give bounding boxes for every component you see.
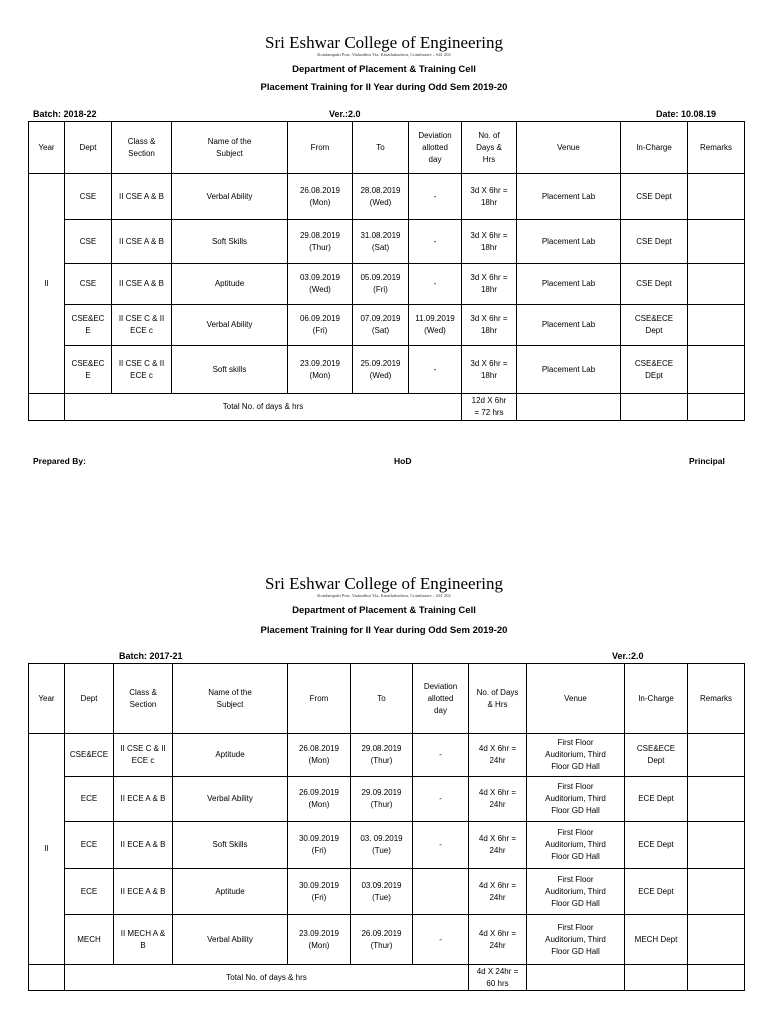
- subject-cell: Verbal Ability: [172, 305, 288, 346]
- days-cell: 4d X 6hr = 24hr: [469, 915, 527, 965]
- header-dept: Dept: [65, 664, 114, 734]
- deviation-cell: -: [409, 346, 462, 394]
- class-cell: II ECE A & B: [114, 822, 173, 869]
- from-cell: 30.09.2019 (Fri): [288, 822, 351, 869]
- total-value: 4d X 24hr = 60 hrs: [469, 965, 527, 991]
- department-heading: Department of Placement & Training Cell: [292, 605, 476, 616]
- days-cell: 3d X 6hr = 18hr: [462, 220, 517, 264]
- schedule-table: [28, 663, 745, 991]
- schedule-table: [28, 121, 745, 421]
- days-cell: 3d X 6hr = 18hr: [462, 174, 517, 220]
- class-cell: II CSE A & B: [112, 174, 172, 220]
- college-name: Sri Eshwar College of Engineering: [265, 574, 503, 593]
- class-cell: II CSE C & II ECE c: [112, 346, 172, 394]
- to-cell: 07.09.2019 (Sat): [353, 305, 409, 346]
- deviation-cell: -: [409, 264, 462, 305]
- header-year: Year: [29, 664, 65, 734]
- incharge-cell: ECE Dept: [625, 822, 688, 869]
- dept-cell: ECE: [65, 822, 114, 869]
- header-from: From: [288, 122, 353, 174]
- from-cell: 26.08.2019 (Mon): [288, 174, 353, 220]
- header-in-charge: In-Charge: [625, 664, 688, 734]
- incharge-cell: CSE Dept: [621, 220, 688, 264]
- deviation-cell: -: [413, 777, 469, 822]
- subject-cell: Aptitude: [172, 264, 288, 305]
- total-row: [29, 394, 745, 421]
- header-class-section: Class & Section: [114, 664, 173, 734]
- from-cell: 06.09.2019 (Fri): [288, 305, 353, 346]
- dept-cell: CSE: [65, 174, 112, 220]
- header-venue: Venue: [527, 664, 625, 734]
- dept-cell: ECE: [65, 777, 114, 822]
- header-in-charge: In-Charge: [621, 122, 688, 174]
- batch-label: Batch: 2017-21: [119, 651, 183, 661]
- empty-cell: [621, 394, 688, 421]
- deviation-cell: [413, 869, 469, 915]
- venue-cell: First Floor Auditorium, Third Floor GD Hall: [527, 822, 625, 869]
- header-subject: Name of the Subject: [173, 664, 288, 734]
- table-row: [29, 305, 745, 346]
- dept-cell: CSE: [65, 264, 112, 305]
- header-days-hrs: No. of Days & Hrs: [469, 664, 527, 734]
- from-cell: 23.09.2019 (Mon): [288, 915, 351, 965]
- from-cell: 03.09.2019 (Wed): [288, 264, 353, 305]
- incharge-cell: CSE Dept: [621, 174, 688, 220]
- to-cell: 28.08.2019 (Wed): [353, 174, 409, 220]
- remarks-cell: [688, 220, 745, 264]
- empty-cell: [527, 965, 625, 991]
- to-cell: 03.09.2019 (Tue): [351, 869, 413, 915]
- remarks-cell: [688, 264, 745, 305]
- hod-label: HoD: [394, 456, 412, 466]
- to-cell: 25.09.2019 (Wed): [353, 346, 409, 394]
- subject-cell: Verbal Ability: [173, 777, 288, 822]
- header-to: To: [353, 122, 409, 174]
- remarks-cell: [688, 777, 745, 822]
- days-cell: 3d X 6hr = 18hr: [462, 264, 517, 305]
- remarks-cell: [688, 346, 745, 394]
- deviation-cell: -: [413, 734, 469, 777]
- header-remarks: Remarks: [688, 664, 745, 734]
- table-header-row: [29, 122, 745, 174]
- remarks-cell: [688, 822, 745, 869]
- dept-cell: MECH: [65, 915, 114, 965]
- to-cell: 31.08.2019 (Sat): [353, 220, 409, 264]
- dept-cell: CSE: [65, 220, 112, 264]
- venue-cell: Placement Lab: [517, 346, 621, 394]
- total-row: [29, 965, 745, 991]
- header-remarks: Remarks: [688, 122, 745, 174]
- college-address: Kondampatti Post, Vadasithur Via, Kinathukadavu, Coimbatore – 641 202: [317, 593, 451, 598]
- table-row: [29, 822, 745, 869]
- training-heading: Placement Training for II Year during Odd Sem 2019-20: [260, 625, 508, 636]
- table-row: [29, 346, 745, 394]
- dept-cell: ECE: [65, 869, 114, 915]
- remarks-cell: [688, 734, 745, 777]
- batch-label: Batch: 2018-22: [33, 109, 97, 119]
- table-row: [29, 734, 745, 777]
- venue-cell: First Floor Auditorium, Third Floor GD Hall: [527, 777, 625, 822]
- dept-cell: CSE&ECE: [65, 734, 114, 777]
- dept-cell: CSE&EC E: [65, 305, 112, 346]
- header-year: Year: [29, 122, 65, 174]
- days-cell: 4d X 6hr = 24hr: [469, 822, 527, 869]
- days-cell: 4d X 6hr = 24hr: [469, 777, 527, 822]
- venue-cell: Placement Lab: [517, 220, 621, 264]
- class-cell: II CSE A & B: [112, 220, 172, 264]
- remarks-cell: [688, 305, 745, 346]
- to-cell: 03. 09.2019 (Tue): [351, 822, 413, 869]
- subject-cell: Aptitude: [173, 869, 288, 915]
- empty-cell: [517, 394, 621, 421]
- header-days-hrs: No. of Days & Hrs: [462, 122, 517, 174]
- venue-cell: First Floor Auditorium, Third Floor GD Hall: [527, 869, 625, 915]
- version-label: Ver.:2.0: [329, 109, 361, 119]
- to-cell: 26.09.2019 (Thur): [351, 915, 413, 965]
- table-header-row: [29, 664, 745, 734]
- class-cell: II ECE A & B: [114, 777, 173, 822]
- days-cell: 3d X 6hr = 18hr: [462, 346, 517, 394]
- venue-cell: First Floor Auditorium, Third Floor GD Hall: [527, 915, 625, 965]
- subject-cell: Aptitude: [173, 734, 288, 777]
- department-heading: Department of Placement & Training Cell: [292, 64, 476, 75]
- empty-cell: [688, 965, 745, 991]
- header-deviation: Deviation allotted day: [409, 122, 462, 174]
- header-to: To: [351, 664, 413, 734]
- to-cell: 05.09.2019 (Fri): [353, 264, 409, 305]
- total-label: Total No. of days & hrs: [65, 965, 469, 991]
- deviation-cell: 11.09.2019 (Wed): [409, 305, 462, 346]
- venue-cell: Placement Lab: [517, 305, 621, 346]
- prepared-by-label: Prepared By:: [33, 456, 86, 466]
- incharge-cell: CSE&ECE Dept: [625, 734, 688, 777]
- table-row: [29, 777, 745, 822]
- class-cell: II MECH A & B: [114, 915, 173, 965]
- days-cell: 3d X 6hr = 18hr: [462, 305, 517, 346]
- from-cell: 23.09.2019 (Mon): [288, 346, 353, 394]
- year-spacer-cell: [29, 965, 65, 991]
- table-row: [29, 869, 745, 915]
- table-row: [29, 174, 745, 220]
- class-cell: II CSE A & B: [112, 264, 172, 305]
- year-spacer-cell: [29, 394, 65, 421]
- remarks-cell: [688, 915, 745, 965]
- table-row: [29, 264, 745, 305]
- incharge-cell: ECE Dept: [625, 869, 688, 915]
- total-label: Total No. of days & hrs: [65, 394, 462, 421]
- incharge-cell: CSE&ECE Dept: [621, 305, 688, 346]
- deviation-cell: -: [413, 822, 469, 869]
- date-label: Date: 10.08.19: [656, 109, 717, 119]
- college-name: Sri Eshwar College of Engineering: [265, 33, 503, 52]
- venue-cell: Placement Lab: [517, 174, 621, 220]
- table-row: [29, 915, 745, 965]
- to-cell: 29.09.2019 (Thur): [351, 777, 413, 822]
- class-cell: II CSE C & II ECE c: [114, 734, 173, 777]
- header-dept: Dept: [65, 122, 112, 174]
- subject-cell: Verbal Ability: [172, 174, 288, 220]
- incharge-cell: CSE Dept: [621, 264, 688, 305]
- table-row: [29, 220, 745, 264]
- deviation-cell: -: [409, 220, 462, 264]
- venue-cell: First Floor Auditorium, Third Floor GD Hall: [527, 734, 625, 777]
- training-heading: Placement Training for II Year during Odd Sem 2019-20: [260, 82, 508, 93]
- days-cell: 4d X 6hr = 24hr: [469, 869, 527, 915]
- days-cell: 4d X 6hr = 24hr: [469, 734, 527, 777]
- incharge-cell: CSE&ECE DEpt: [621, 346, 688, 394]
- header-venue: Venue: [517, 122, 621, 174]
- subject-cell: Verbal Ability: [173, 915, 288, 965]
- total-value: 12d X 6hr = 72 hrs: [462, 394, 517, 421]
- principal-label: Principal: [689, 456, 725, 466]
- incharge-cell: MECH Dept: [625, 915, 688, 965]
- deviation-cell: -: [413, 915, 469, 965]
- incharge-cell: ECE Dept: [625, 777, 688, 822]
- year-cell: II: [29, 174, 65, 394]
- venue-cell: Placement Lab: [517, 264, 621, 305]
- empty-cell: [625, 965, 688, 991]
- remarks-cell: [688, 174, 745, 220]
- class-cell: II CSE C & II ECE c: [112, 305, 172, 346]
- from-cell: 26.08.2019 (Mon): [288, 734, 351, 777]
- subject-cell: Soft Skills: [172, 220, 288, 264]
- header-from: From: [288, 664, 351, 734]
- from-cell: 29.08.2019 (Thur): [288, 220, 353, 264]
- header-subject: Name of the Subject: [172, 122, 288, 174]
- deviation-cell: -: [409, 174, 462, 220]
- class-cell: II ECE A & B: [114, 869, 173, 915]
- year-cell: II: [29, 734, 65, 965]
- college-address: Kondampatti Post, Vadasithur Via, Kinathukadavu, Coimbatore – 641 202: [317, 52, 451, 57]
- from-cell: 26.09.2019 (Mon): [288, 777, 351, 822]
- subject-cell: Soft skills: [172, 346, 288, 394]
- dept-cell: CSE&EC E: [65, 346, 112, 394]
- to-cell: 29.08.2019 (Thur): [351, 734, 413, 777]
- subject-cell: Soft Skills: [173, 822, 288, 869]
- from-cell: 30.09.2019 (Fri): [288, 869, 351, 915]
- header-deviation: Deviation allotted day: [413, 664, 469, 734]
- header-class-section: Class & Section: [112, 122, 172, 174]
- remarks-cell: [688, 869, 745, 915]
- empty-cell: [688, 394, 745, 421]
- version-label: Ver.:2.0: [612, 651, 644, 661]
